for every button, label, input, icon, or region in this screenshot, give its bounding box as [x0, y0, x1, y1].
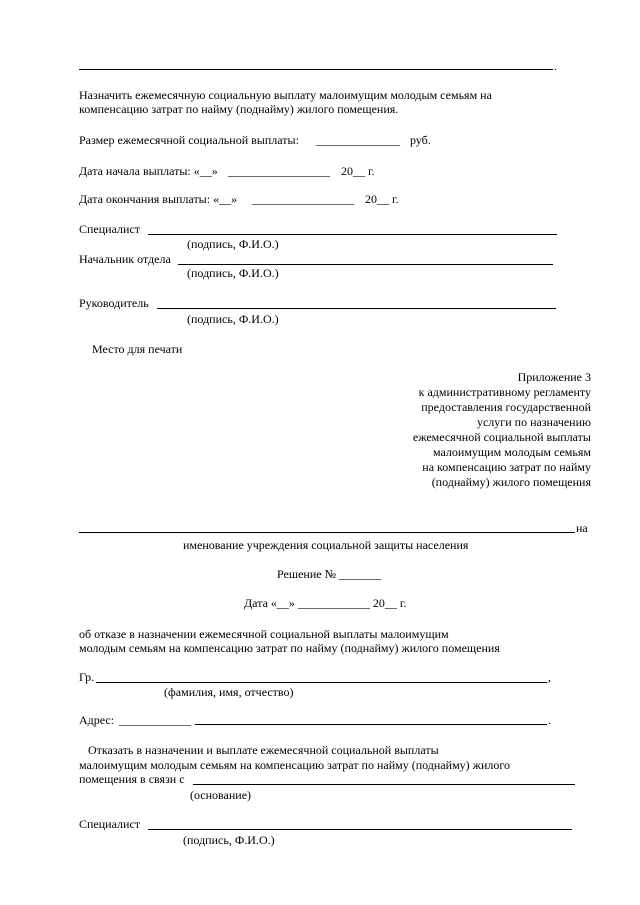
specialist2-sign-hint: (подпись, Ф.И.О.): [183, 833, 275, 847]
decision-date: Дата «__» ____________ 20__ г.: [244, 596, 407, 610]
decision-title: Решение № _______: [277, 567, 382, 581]
specialist2-line: [148, 829, 572, 830]
stamp-place: Место для печати: [92, 342, 183, 356]
director-label: Руководитель: [79, 296, 149, 310]
appendix-line: Приложение 3: [517, 370, 591, 384]
institution-tail: на: [576, 521, 588, 535]
appendix-line: к административному регламенту: [418, 385, 591, 399]
citizen-label: Гр.: [79, 670, 95, 684]
end-date-blank: _________________: [252, 192, 354, 206]
refuse-line-3: помещения в связи с: [79, 772, 185, 786]
director-line: [157, 308, 556, 309]
address-end: .: [548, 713, 551, 727]
appendix-line: на компенсацию затрат по найму: [422, 460, 591, 474]
start-date-blank: _________________: [228, 164, 330, 178]
assign-line-2: компенсацию затрат по найму (поднайму) жилого помещения.: [79, 102, 399, 116]
refuse-line-2: малоимущим молодым семьям на компенсацию затрат по найму (поднайму) жилого: [79, 758, 510, 772]
director-sign-hint: (подпись, Ф.И.О.): [187, 312, 279, 326]
amount-unit: руб.: [410, 133, 431, 147]
institution-caption: именование учреждения социальной защиты населения: [183, 538, 469, 552]
institution-line: [79, 532, 575, 533]
citizen-line: [96, 682, 547, 683]
address-label: Адрес:: [79, 713, 115, 727]
specialist2-label: Специалист: [79, 817, 141, 831]
refuse-line-1: Отказать в назначении и выплате ежемесячной социальной выплаты: [88, 743, 439, 757]
end-date-year: 20__ г.: [365, 192, 399, 206]
refusal-line-1: об отказе в назначении ежемесячной социальной выплаты малоимущим: [79, 627, 449, 641]
appendix-line: предоставления государственной: [421, 400, 591, 414]
head-dept-sign-hint: (подпись, Ф.И.О.): [187, 266, 279, 280]
specialist-line: [148, 234, 557, 235]
citizen-end: ,: [548, 670, 551, 684]
citizen-caption: (фамилия, имя, отчество): [164, 685, 294, 699]
appendix-line: ежемесячной социальной выплаты: [412, 430, 591, 444]
reason-caption: (основание): [190, 788, 252, 802]
amount-blank: ______________: [316, 133, 400, 147]
address-line: [195, 724, 547, 725]
address-blank: ____________: [119, 713, 191, 727]
appendix-line: малоимущим молодым семьям: [432, 445, 591, 459]
head-dept-line: [178, 264, 553, 265]
appendix-line: услуги по назначению: [476, 415, 591, 429]
start-date-year: 20__ г.: [341, 164, 375, 178]
specialist-label: Специалист: [79, 222, 141, 236]
top-rule: [79, 69, 553, 70]
refusal-line-2: молодым семьям на компенсацию затрат по найму (поднайму) жилого помещения: [79, 641, 500, 655]
amount-label: Размер ежемесячной социальной выплаты:: [79, 133, 299, 147]
specialist-sign-hint: (подпись, Ф.И.О.): [187, 237, 279, 251]
appendix-line: (поднайму) жилого помещения: [431, 475, 591, 489]
reason-line: [193, 784, 575, 785]
assign-line-1: Назначить ежемесячную социальную выплату малоимущим молодым семьям на: [79, 88, 492, 102]
start-date-label: Дата начала выплаты: «__»: [79, 164, 218, 178]
top-rule-end: .: [554, 59, 557, 73]
appendix-block: [331, 370, 591, 490]
end-date-label: Дата окончания выплаты: «__»: [79, 192, 238, 206]
head-dept-label: Начальник отдела: [79, 252, 171, 266]
